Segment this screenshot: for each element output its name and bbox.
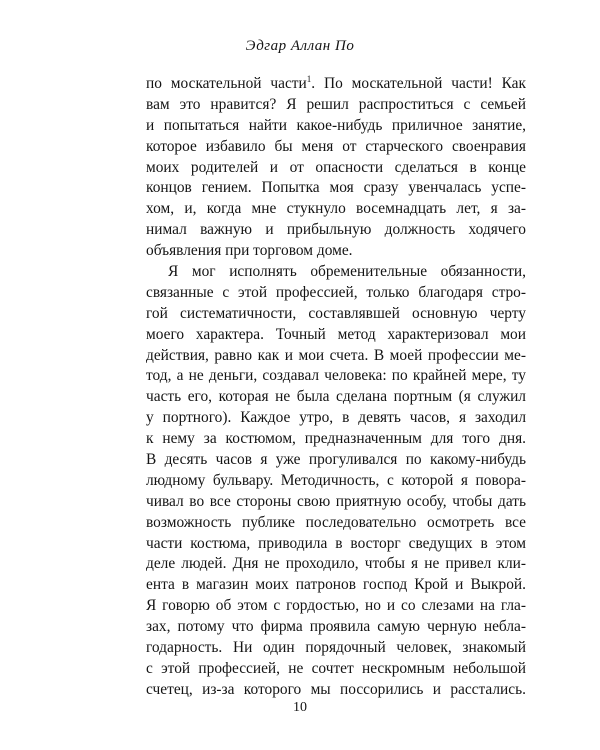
text-line: части костюма, приводила в восторг сведущих в этом bbox=[146, 534, 526, 552]
text-line: возможность публике последовательно осмотреть все bbox=[146, 513, 526, 531]
footnote-marker[interactable]: 1 bbox=[306, 73, 312, 84]
text-line: у портного). Каждое утро, в девять часов, я заходил bbox=[146, 409, 526, 427]
text-line: нимал важную и прибыльную должность ходячего bbox=[146, 221, 526, 239]
text-line: гой систематичности, составлявшей основную черту bbox=[146, 304, 526, 322]
paragraph-2 bbox=[146, 262, 526, 701]
text-line: и попытаться найти какое-нибудь приличное занятие, bbox=[146, 116, 526, 134]
running-head-author: Эдгар Аллан По bbox=[245, 38, 355, 54]
text-line: связанные с этой профессией, только благодаря стро- bbox=[146, 283, 526, 301]
text-line: по москательной части$^1$. По москательной части! Как bbox=[146, 73, 526, 92]
body-text bbox=[146, 74, 526, 701]
text-line: Я мог исполнять обременительные обязанности, bbox=[168, 263, 526, 281]
text-line: счетец, из-за которого мы поссорились и расстались. bbox=[146, 680, 526, 698]
text-line: с этой профессией, не сочтет нескромным небольшой bbox=[146, 659, 526, 677]
text-line: зах, потому что фирма проявила самую черную небла- bbox=[146, 618, 526, 636]
text-line: В десять часов я уже прогуливался по какому-нибудь bbox=[146, 451, 526, 469]
text-line: ента в магазин моих патронов господ Крой и Выкрой. bbox=[146, 576, 526, 594]
text-line: моего характера. Точный метод характеризовал мои bbox=[146, 325, 526, 343]
text-line: часть его, которая не была сделана портным (я служил bbox=[146, 388, 526, 406]
paragraph-1 bbox=[146, 74, 526, 262]
text-line: моих родителей и от опасности сделаться в конце bbox=[146, 158, 526, 176]
text-line: годарность. Ни один порядочный человек, знакомый bbox=[146, 639, 526, 657]
text-line: к нему за костюмом, предназначенным для того дня. bbox=[146, 430, 526, 448]
text-line: действия, равно как и мои счета. В моей профессии ме- bbox=[146, 346, 526, 364]
text-line: деле людей. Дня не проходило, чтобы я не привел кли- bbox=[146, 555, 526, 573]
text-line: чивал во все стороны свою приятную особу, чтобы дать bbox=[146, 492, 526, 510]
text-line: концов гением. Попытка моя сразу увенчалась успе- bbox=[146, 179, 526, 197]
page-number: 10 bbox=[293, 700, 307, 715]
text-line: хом, и, когда мне стукнуло восемнадцать лет, я за- bbox=[146, 200, 526, 218]
text-line: Я говорю об этом с гордостью, но и со слезами на гла- bbox=[146, 597, 526, 615]
text-line: объявления при торговом доме. bbox=[146, 242, 353, 260]
text-line: вам это нравится? Я решил распроститься с семьей bbox=[146, 95, 526, 113]
text-line: которое избавило бы меня от старческого своенравия bbox=[146, 137, 526, 155]
text-line: людному бульвару. Методичность, с которой я повора- bbox=[146, 471, 526, 489]
text-line: тод, а не деньги, создавал человека: по крайней мере, ту bbox=[146, 367, 526, 385]
